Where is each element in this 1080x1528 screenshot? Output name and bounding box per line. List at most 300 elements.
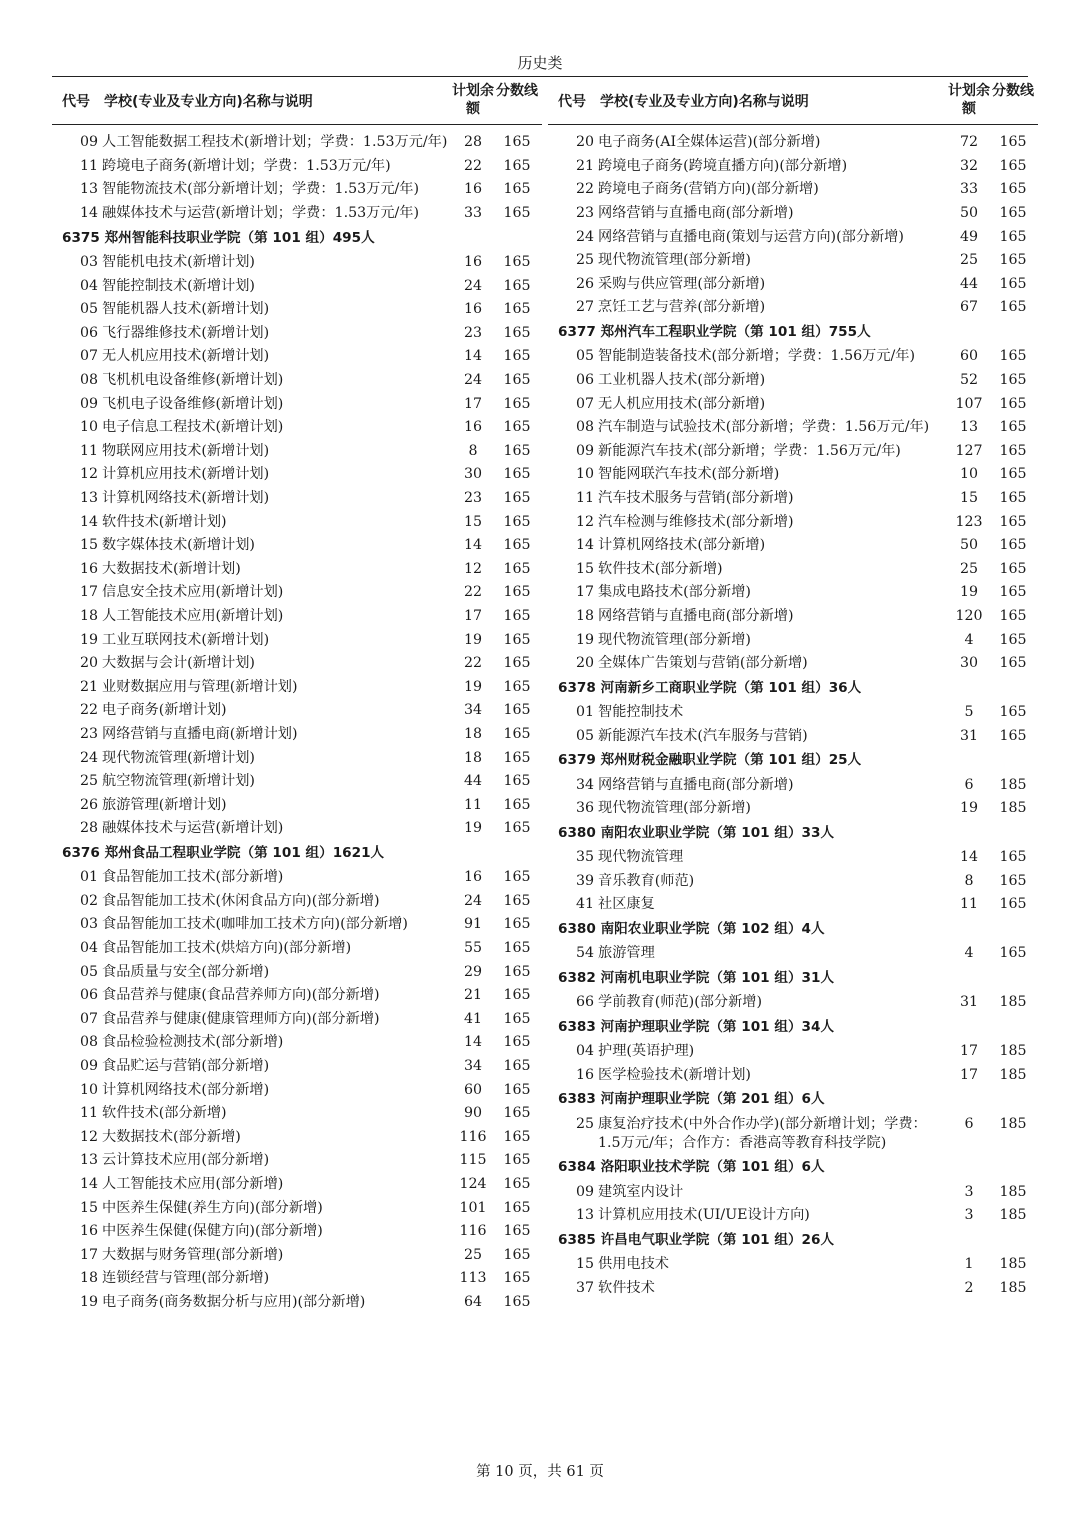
score-line: 165: [503, 940, 531, 957]
school-group-header: 6379 郑州财税金融职业学院（第 101 组）25人: [558, 752, 862, 769]
major-name: 医学检验技术(新增计划): [598, 1066, 751, 1083]
major-name: 康复治疗技术(中外合作办学)(部分新增计划；学费：1.5万元/年；合作方：香港高等教育科技学院): [598, 1115, 927, 1151]
school-group-header: 6378 河南新乡工商职业学院（第 101 组）36人: [558, 679, 862, 696]
major-name: 连锁经营与管理(部分新增): [102, 1270, 270, 1287]
major-row: [548, 1113, 1038, 1156]
score-line: 165: [503, 725, 531, 742]
major-name: 网络营销与直播电商(新增计划): [102, 725, 298, 742]
major-row: [52, 392, 542, 416]
major-row: [548, 701, 1038, 725]
plan-quota: 29: [463, 963, 483, 980]
major-code: 11: [80, 442, 99, 459]
major-code: 15: [576, 1256, 595, 1273]
major-row: [548, 369, 1038, 393]
major-code: 17: [80, 1246, 99, 1263]
score-line: 165: [503, 1175, 531, 1192]
major-row: [548, 942, 1038, 966]
major-code: 20: [576, 655, 595, 672]
major-code: 07: [80, 348, 99, 365]
score-line: 185: [999, 776, 1027, 793]
major-name: 智能控制技术(新增计划): [102, 277, 255, 294]
major-row: [52, 440, 542, 464]
score-line: 165: [999, 513, 1027, 530]
major-name: 智能物流技术(部分新增计划；学费：1.53万元/年): [102, 181, 420, 198]
major-row: [548, 202, 1038, 226]
score-line: 165: [503, 395, 531, 412]
score-line: 165: [503, 489, 531, 506]
score-line: 165: [999, 584, 1027, 601]
major-code: 04: [80, 277, 99, 294]
plan-quota: 8: [468, 442, 478, 459]
plan-quota: 11: [959, 896, 979, 913]
score-line: 165: [503, 466, 531, 483]
score-line: 165: [503, 277, 531, 294]
score-line: 165: [999, 395, 1027, 412]
major-row: [52, 510, 542, 534]
score-line: 165: [999, 655, 1027, 672]
major-code: 06: [576, 372, 595, 389]
score-line: 165: [503, 678, 531, 695]
major-name: 食品营养与健康(健康管理师方向)(部分新增): [102, 1010, 380, 1027]
major-code: 11: [80, 1105, 99, 1122]
major-name: 电子信息工程技术(新增计划): [102, 419, 284, 436]
plan-quota: 1: [964, 1256, 974, 1273]
major-row: [52, 723, 542, 747]
major-name: 大数据与会计(新增计划): [102, 655, 255, 672]
score-line: 165: [503, 324, 531, 341]
plan-quota: 90: [463, 1105, 483, 1122]
plan-quota: 14: [463, 348, 483, 365]
score-line: 185: [999, 1183, 1027, 1200]
major-code: 05: [80, 963, 99, 980]
major-code: 26: [80, 796, 99, 813]
plan-quota: 2: [964, 1280, 974, 1297]
major-name: 智能网联汽车技术(部分新增): [598, 466, 780, 483]
major-name: 智能机电技术(新增计划): [102, 254, 255, 271]
plan-quota: 55: [463, 940, 483, 957]
header-quota: 计划余额: [948, 83, 990, 117]
major-name: 电子商务(新增计划): [102, 702, 227, 719]
plan-quota: 4: [964, 631, 974, 648]
major-name: 融媒体技术与运营(新增计划；学费：1.53万元/年): [102, 205, 420, 222]
plan-quota: 127: [955, 442, 983, 459]
major-name: 食品智能加工技术(咖啡加工技术方向)(部分新增): [102, 916, 408, 933]
major-name: 航空物流管理(新增计划): [102, 773, 255, 790]
score-line: 165: [503, 560, 531, 577]
score-line: 185: [999, 1115, 1027, 1132]
major-row: [52, 131, 542, 155]
score-line: 165: [999, 205, 1027, 222]
plan-quota: 24: [463, 277, 483, 294]
major-code: 03: [80, 916, 99, 933]
major-row: [548, 870, 1038, 894]
score-line: 165: [999, 134, 1027, 151]
score-line: 165: [503, 869, 531, 886]
major-row: [548, 273, 1038, 297]
score-line: 165: [999, 727, 1027, 744]
major-row: [52, 960, 542, 984]
score-line: 165: [503, 301, 531, 318]
plan-quota: 11: [463, 796, 483, 813]
major-code: 11: [576, 489, 595, 506]
plan-quota: 50: [959, 537, 979, 554]
major-code: 07: [80, 1010, 99, 1027]
score-line: 165: [999, 228, 1027, 245]
score-line: 165: [503, 1081, 531, 1098]
major-row: [548, 345, 1038, 369]
school-group-header: 6377 郑州汽车工程职业学院（第 101 组）755人: [558, 323, 871, 340]
major-code: 09: [576, 1183, 595, 1200]
plan-quota: 19: [463, 678, 483, 695]
school-group-header: 6380 南阳农业职业学院（第 102 组）4人: [558, 920, 825, 937]
major-code: 05: [576, 727, 595, 744]
top-rule: [52, 76, 1028, 77]
major-row: [52, 251, 542, 275]
score-line: 165: [999, 849, 1027, 866]
major-row: [52, 1220, 542, 1244]
plan-quota: 17: [959, 1043, 979, 1060]
major-code: 18: [576, 607, 595, 624]
major-row: [52, 817, 542, 841]
plan-quota: 67: [959, 299, 979, 316]
plan-quota: 34: [463, 702, 483, 719]
major-code: 14: [80, 513, 99, 530]
major-name: 供用电技术: [598, 1256, 669, 1273]
major-code: 15: [80, 537, 99, 554]
score-line: 165: [503, 134, 531, 151]
score-line: 165: [503, 442, 531, 459]
major-row: [548, 440, 1038, 464]
major-name: 大数据技术(部分新增): [102, 1128, 241, 1145]
score-line: 165: [503, 419, 531, 436]
plan-quota: 101: [459, 1199, 487, 1216]
major-row: [548, 893, 1038, 917]
major-name: 云计算技术应用(部分新增): [102, 1152, 270, 1169]
major-row: [548, 797, 1038, 821]
major-name: 软件技术: [598, 1280, 655, 1297]
major-code: 16: [80, 560, 99, 577]
major-row: [52, 581, 542, 605]
major-row: [52, 984, 542, 1008]
major-name: 智能制造装备技术(部分新增；学费：1.56万元/年): [598, 348, 916, 365]
major-row: [548, 416, 1038, 440]
score-line: 165: [503, 513, 531, 530]
plan-quota: 31: [959, 994, 979, 1011]
score-line: 165: [503, 1058, 531, 1075]
plan-quota: 25: [959, 560, 979, 577]
school-group-header: 6376 郑州食品工程职业学院（第 101 组）1621人: [62, 844, 385, 861]
major-code: 04: [576, 1043, 595, 1060]
major-row: [52, 1008, 542, 1032]
major-code: 39: [576, 872, 595, 889]
major-name: 人工智能数据工程技术(新增计划；学费：1.53万元/年): [102, 134, 448, 151]
score-line: 165: [503, 607, 531, 624]
header-score: 分数线: [496, 83, 538, 99]
score-line: 165: [503, 205, 531, 222]
major-row: [52, 746, 542, 770]
major-row: [52, 369, 542, 393]
major-row: [52, 1149, 542, 1173]
major-row: [52, 890, 542, 914]
major-name: 物联网应用技术(新增计划): [102, 442, 270, 459]
major-code: 66: [576, 994, 595, 1011]
major-name: 社区康复: [598, 896, 655, 913]
right-column: [548, 78, 1038, 1300]
score-line: 165: [503, 372, 531, 389]
major-row: [52, 605, 542, 629]
major-row: [548, 1253, 1038, 1277]
major-row: [52, 652, 542, 676]
major-row: [548, 991, 1038, 1015]
plan-quota: 107: [955, 395, 983, 412]
major-name: 汽车检测与维修技术(部分新增): [598, 513, 794, 530]
major-name: 飞机机电设备维修(新增计划): [102, 372, 284, 389]
major-row: [548, 1204, 1038, 1228]
plan-quota: 18: [463, 725, 483, 742]
major-code: 03: [80, 254, 99, 271]
major-name: 食品智能加工技术(休闲食品方向)(部分新增): [102, 892, 380, 909]
plan-quota: 24: [463, 372, 483, 389]
header-code: 代号: [62, 94, 90, 110]
major-code: 21: [576, 157, 595, 174]
major-row: [548, 581, 1038, 605]
major-row: [52, 628, 542, 652]
major-code: 14: [576, 537, 595, 554]
plan-quota: 19: [959, 800, 979, 817]
score-line: 165: [503, 892, 531, 909]
score-line: 165: [503, 1293, 531, 1310]
plan-quota: 19: [959, 584, 979, 601]
plan-quota: 72: [959, 134, 979, 151]
major-row: [548, 1181, 1038, 1205]
major-code: 06: [80, 324, 99, 341]
major-code: 19: [80, 1293, 99, 1310]
plan-quota: 17: [463, 395, 483, 412]
major-name: 旅游管理(新增计划): [102, 796, 227, 813]
score-line: 165: [503, 1152, 531, 1169]
major-name: 计算机网络技术(新增计划): [102, 489, 270, 506]
major-code: 15: [80, 1199, 99, 1216]
plan-quota: 34: [463, 1058, 483, 1075]
plan-quota: 124: [459, 1175, 487, 1192]
major-code: 07: [576, 395, 595, 412]
header-score: 分数线: [992, 83, 1034, 99]
major-row: [52, 770, 542, 794]
plan-quota: 22: [463, 655, 483, 672]
major-code: 13: [80, 181, 99, 198]
major-row: [52, 1267, 542, 1291]
plan-quota: 28: [463, 134, 483, 151]
major-name: 计算机应用技术(新增计划): [102, 466, 270, 483]
major-code: 09: [80, 1058, 99, 1075]
major-row: [52, 463, 542, 487]
major-row: [52, 1243, 542, 1267]
major-row: [548, 249, 1038, 273]
major-row: [548, 225, 1038, 249]
major-code: 35: [576, 849, 595, 866]
major-code: 05: [80, 301, 99, 318]
score-line: 165: [503, 1034, 531, 1051]
plan-quota: 16: [463, 254, 483, 271]
plan-quota: 25: [463, 1246, 483, 1263]
plan-quota: 10: [959, 466, 979, 483]
plan-quota: 60: [959, 348, 979, 365]
score-line: 165: [999, 275, 1027, 292]
school-group-header: 6375 郑州智能科技职业学院（第 101 组）495人: [62, 229, 375, 246]
score-line: 165: [999, 372, 1027, 389]
major-code: 12: [80, 1128, 99, 1145]
major-name: 食品智能加工技术(部分新增): [102, 869, 284, 886]
major-code: 06: [80, 987, 99, 1004]
score-line: 165: [999, 489, 1027, 506]
major-name: 智能机器人技术(新增计划): [102, 301, 270, 318]
plan-quota: 14: [463, 1034, 483, 1051]
major-code: 05: [576, 348, 595, 365]
score-line: 165: [999, 299, 1027, 316]
major-name: 食品质量与安全(部分新增): [102, 963, 270, 980]
major-name: 烹饪工艺与营养(部分新增): [598, 299, 766, 316]
school-group-header: 6385 许昌电气职业学院（第 101 组）26人: [558, 1231, 835, 1248]
major-code: 04: [80, 940, 99, 957]
major-name: 学前教育(师范)(部分新增): [598, 994, 763, 1011]
plan-quota: 91: [463, 916, 483, 933]
major-code: 10: [80, 419, 99, 436]
major-code: 25: [576, 252, 595, 269]
plan-quota: 16: [463, 869, 483, 886]
score-line: 185: [999, 1280, 1027, 1297]
major-name: 人工智能技术应用(新增计划): [102, 607, 284, 624]
major-row: [548, 463, 1038, 487]
major-code: 54: [576, 945, 595, 962]
plan-quota: 33: [463, 205, 483, 222]
school-group-header: 6383 河南护理职业学院（第 201 组）6人: [558, 1091, 825, 1108]
school-group-header: 6384 洛阳职业技术学院（第 101 组）6人: [558, 1159, 825, 1176]
school-group-header: 6382 河南机电职业学院（第 101 组）31人: [558, 969, 835, 986]
major-row: [548, 557, 1038, 581]
major-row: [52, 557, 542, 581]
score-line: 185: [999, 1207, 1027, 1224]
major-code: 19: [80, 631, 99, 648]
score-line: 165: [999, 896, 1027, 913]
column-header: [52, 78, 542, 125]
plan-quota: 12: [463, 560, 483, 577]
major-code: 25: [80, 773, 99, 790]
score-line: 165: [503, 157, 531, 174]
major-row: [52, 675, 542, 699]
major-name: 建筑室内设计: [598, 1183, 684, 1200]
major-code: 14: [80, 1175, 99, 1192]
plan-quota: 22: [463, 584, 483, 601]
major-row: [548, 155, 1038, 179]
score-line: 165: [999, 631, 1027, 648]
major-code: 23: [576, 205, 595, 222]
major-name: 现代物流管理(新增计划): [102, 749, 255, 766]
major-code: 01: [576, 704, 595, 721]
score-line: 185: [999, 1043, 1027, 1060]
major-code: 09: [576, 442, 595, 459]
major-code: 17: [80, 584, 99, 601]
major-row: [52, 1126, 542, 1150]
score-line: 165: [999, 704, 1027, 721]
major-row: [52, 937, 542, 961]
major-name: 跨境电子商务(新增计划；学费：1.53万元/年): [102, 157, 391, 174]
major-row: [548, 534, 1038, 558]
major-name: 现代物流管理(部分新增): [598, 631, 751, 648]
score-line: 165: [503, 1270, 531, 1287]
major-name: 智能控制技术: [598, 704, 684, 721]
plan-quota: 60: [463, 1081, 483, 1098]
major-name: 软件技术(新增计划): [102, 513, 227, 530]
major-name: 汽车技术服务与营销(部分新增): [598, 489, 794, 506]
plan-quota: 44: [463, 773, 483, 790]
major-row: [52, 1055, 542, 1079]
major-row: [548, 846, 1038, 870]
major-name: 跨境电子商务(营销方向)(部分新增): [598, 181, 819, 198]
header-code: 代号: [558, 94, 586, 110]
plan-quota: 6: [964, 1115, 974, 1132]
major-name: 现代物流管理(部分新增): [598, 800, 751, 817]
major-name: 采购与供应管理(部分新增): [598, 275, 766, 292]
score-line: 165: [503, 537, 531, 554]
score-line: 165: [503, 1105, 531, 1122]
major-name: 信息安全技术应用(新增计划): [102, 584, 284, 601]
major-row: [548, 392, 1038, 416]
major-code: 22: [576, 181, 595, 198]
plan-quota: 116: [459, 1128, 487, 1145]
major-code: 27: [576, 299, 595, 316]
major-code: 21: [80, 678, 99, 695]
header-name: 学校(专业及专业方向)名称与说明: [600, 94, 809, 110]
major-row: [548, 487, 1038, 511]
major-code: 16: [80, 1223, 99, 1240]
plan-quota: 19: [463, 820, 483, 837]
plan-quota: 30: [463, 466, 483, 483]
major-row: [52, 534, 542, 558]
plan-quota: 15: [463, 513, 483, 530]
major-name: 业财数据应用与管理(新增计划): [102, 678, 298, 695]
score-line: 165: [503, 631, 531, 648]
score-line: 165: [503, 348, 531, 365]
plan-quota: 5: [964, 704, 974, 721]
school-group-header: 6380 南阳农业职业学院（第 101 组）33人: [558, 824, 835, 841]
score-line: 165: [503, 254, 531, 271]
left-column: [52, 78, 542, 1314]
major-name: 工业机器人技术(部分新增): [598, 372, 766, 389]
major-code: 20: [80, 655, 99, 672]
major-name: 食品营养与健康(食品营养师方向)(部分新增): [102, 987, 380, 1004]
plan-quota: 64: [463, 1293, 483, 1310]
plan-quota: 25: [959, 252, 979, 269]
major-row: [52, 345, 542, 369]
major-row: [548, 1277, 1038, 1301]
major-code: 08: [576, 419, 595, 436]
major-name: 食品智能加工技术(烘焙方向)(部分新增): [102, 940, 352, 957]
major-row: [548, 510, 1038, 534]
plan-quota: 32: [959, 157, 979, 174]
major-name: 计算机网络技术(部分新增): [102, 1081, 270, 1098]
major-row: [52, 155, 542, 179]
major-name: 全媒体广告策划与营销(部分新增): [598, 655, 808, 672]
plan-quota: 115: [459, 1152, 487, 1169]
plan-quota: 3: [964, 1183, 974, 1200]
header-quota: 计划余额: [452, 83, 494, 117]
major-row: [52, 1078, 542, 1102]
major-row: [548, 296, 1038, 320]
major-row: [52, 913, 542, 937]
major-code: 13: [80, 489, 99, 506]
major-name: 飞行器维修技术(新增计划): [102, 324, 270, 341]
major-row: [52, 1291, 542, 1315]
